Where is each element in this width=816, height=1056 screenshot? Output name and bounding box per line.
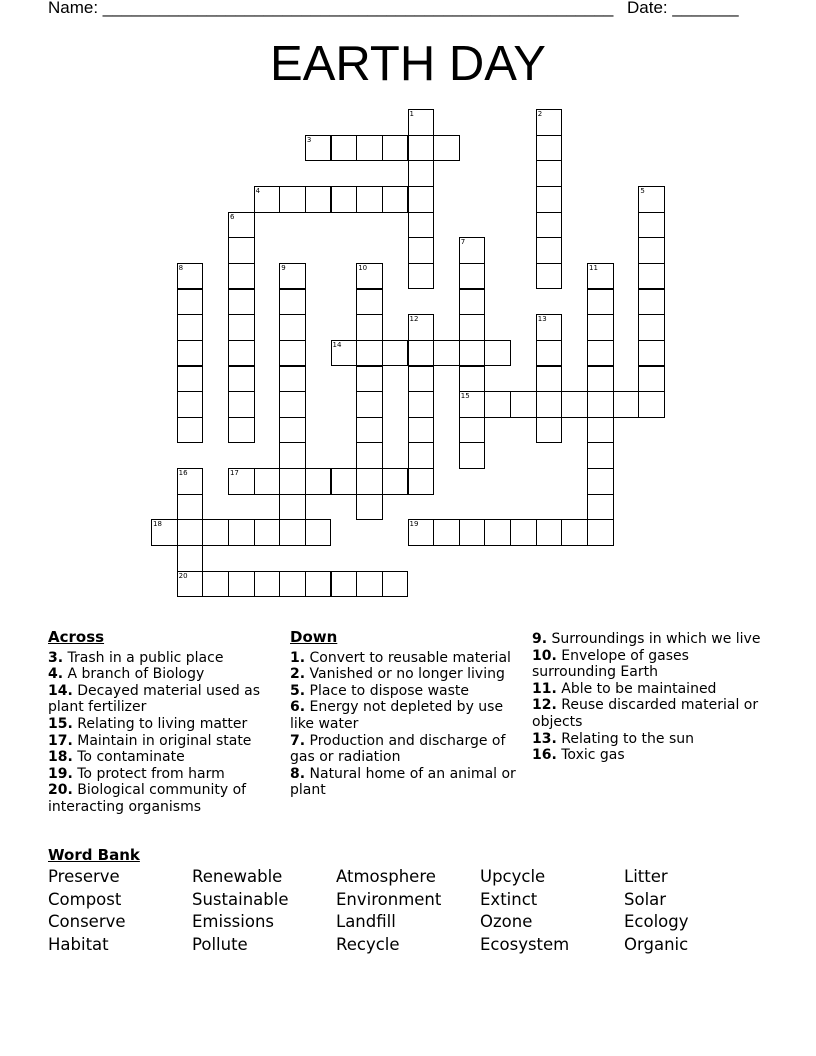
clue [290,666,516,683]
clue-number: 7 [460,238,466,247]
grid-cell[interactable] [536,366,563,393]
clue [290,766,516,799]
grid-cell[interactable] [177,519,204,546]
grid-cell[interactable] [279,340,306,367]
clue-number: 10 [358,263,368,272]
clue-number: 19 [409,520,419,529]
clue-text: Able to be maintained [556,680,717,697]
grid-cell[interactable] [356,314,383,341]
grid-cell[interactable] [382,340,409,367]
grid-cell[interactable] [408,417,435,444]
grid-cell[interactable] [536,263,563,290]
grid-cell[interactable] [510,391,537,418]
grid-cell[interactable] [408,186,435,213]
grid-cell[interactable] [177,340,204,367]
grid-cell[interactable] [408,212,435,239]
grid-cell[interactable] [638,366,665,393]
grid-cell[interactable] [228,468,255,495]
clue-number: 10. [532,647,557,664]
word-bank-item: Ecology [624,912,689,932]
grid-cell[interactable] [331,135,358,162]
grid-cell[interactable] [177,366,204,393]
down-clues [290,629,516,799]
clue-number: 11. [532,680,557,697]
clue-number: 15. [48,715,73,732]
word-bank-item: Renewable [192,867,283,886]
clue-number: 19. [48,765,73,782]
clue [48,749,278,766]
clue-text: Relating to the sun [556,730,695,747]
clue-number: 13 [537,315,547,324]
grid-cell[interactable] [638,263,665,290]
clue-number: 15 [460,392,470,401]
grid-cell[interactable] [587,468,614,495]
grid-cell[interactable] [279,494,306,521]
word-bank-item: Upcycle [480,867,546,886]
grid-cell[interactable] [254,186,281,213]
clue-number: 4. [48,666,64,683]
grid-cell[interactable] [356,263,383,290]
clue-number: 9. [532,631,548,647]
clue [48,733,278,750]
grid-cell[interactable] [408,366,435,393]
clue-number: 20 [178,571,188,580]
grid-cell[interactable] [408,237,435,264]
grid-cell[interactable] [638,340,665,367]
grid-cell[interactable] [408,442,435,469]
grid-cell[interactable] [561,391,588,418]
grid-cell[interactable] [279,417,306,444]
clue-text: Relating to living matter [72,715,248,732]
clue-number: 2 [537,110,543,118]
grid-cell[interactable] [561,519,588,546]
clue-number: 5. [290,682,306,699]
grid-cell[interactable] [587,417,614,444]
clue-text: Reuse discarded material or objects [532,697,759,730]
clue-number: 9 [281,263,286,272]
clue-text: Envelope of gases surrounding Earth [532,647,689,681]
grid-cell[interactable] [638,314,665,341]
grid-cell[interactable] [459,263,486,290]
grid-cell[interactable] [202,519,229,546]
clue-text: Maintain in original state [72,732,252,749]
grid-cell[interactable] [356,442,383,469]
grid-cell[interactable] [536,417,563,444]
clue-text: To protect from harm [72,765,225,782]
grid-cell[interactable] [254,571,281,598]
grid-cell[interactable] [254,468,281,495]
grid-cell[interactable] [382,468,409,495]
grid-cell[interactable] [638,391,665,418]
clue-number: 6. [290,699,306,716]
grid-cell[interactable] [382,186,409,213]
grid-cell[interactable] [356,417,383,444]
grid-cell[interactable] [587,442,614,469]
word-bank-item: Atmosphere [336,867,436,886]
clue [532,697,762,730]
grid-cell[interactable] [331,186,358,213]
clue-number: 4 [255,186,261,195]
grid-cell[interactable] [408,468,435,495]
grid-cell[interactable] [536,109,563,136]
grid-cell[interactable] [356,340,383,367]
grid-cell[interactable] [279,366,306,393]
clue [532,747,762,764]
grid-cell[interactable] [356,135,383,162]
word-bank-heading: Word Bank [48,846,140,864]
grid-cell[interactable] [305,519,332,546]
clue-number: 16 [178,469,188,478]
grid-cell[interactable] [459,417,486,444]
clue-number: 3 [306,135,312,144]
down-heading: Down [290,628,338,646]
clue-number: 14. [48,682,73,699]
grid-cell[interactable] [228,571,255,598]
clue [48,766,278,783]
grid-cell[interactable] [356,366,383,393]
grid-cell[interactable] [305,186,332,213]
clue-number: 13. [532,730,557,747]
clue-text: Trash in a public place [63,649,224,666]
grid-cell[interactable] [228,519,255,546]
grid-cell[interactable] [459,340,486,367]
grid-cell[interactable] [177,263,204,290]
grid-cell[interactable] [536,314,563,341]
name-field-label: Name: ______________________________________________________ [48,0,614,17]
grid-cell[interactable] [331,340,358,367]
grid-cell[interactable] [331,468,358,495]
grid-cell[interactable] [459,366,486,393]
grid-cell[interactable] [536,160,563,187]
grid-cell[interactable] [177,391,204,418]
clue [290,699,516,732]
grid-cell[interactable] [382,571,409,598]
grid-cell[interactable] [587,519,614,546]
grid-cell[interactable] [459,442,486,469]
grid-cell[interactable] [177,289,204,316]
grid-cell[interactable] [638,212,665,239]
grid-cell[interactable] [279,468,306,495]
grid-cell[interactable] [228,289,255,316]
grid-cell[interactable] [228,314,255,341]
word-bank-item: Compost [48,889,122,909]
clue-number: 17 [229,469,239,478]
grid-cell[interactable] [279,391,306,418]
grid-cell[interactable] [484,391,511,418]
grid-cell[interactable] [587,366,614,393]
clue-text: Vanished or no longer living [305,666,505,683]
page-title: EARTH DAY [270,37,546,91]
grid-cell[interactable] [331,571,358,598]
clue-number: 18. [48,749,73,766]
grid-cell[interactable] [408,314,435,341]
clue [290,650,516,667]
clue-text: Decayed material used as plant fertilizer [48,682,261,716]
clue-number: 7. [290,732,306,749]
word-bank-item: Habitat [48,935,109,955]
clue-number: 20. [48,782,73,799]
grid-cell[interactable] [254,519,281,546]
clue-text: Biological community of interacting organisms [48,782,247,815]
grid-cell[interactable] [484,519,511,546]
grid-cell[interactable] [279,571,306,598]
grid-cell[interactable] [587,289,614,316]
grid-cell[interactable] [202,571,229,598]
word-bank-item: Ozone [480,912,533,932]
grid-cell[interactable] [279,442,306,469]
across-heading: Across [48,628,105,646]
grid-cell[interactable] [587,391,614,418]
clue-number: 12. [532,697,557,714]
down-clues-continued [532,631,762,764]
grid-cell[interactable] [228,263,255,290]
clue [290,683,516,700]
grid-cell[interactable] [177,468,204,495]
grid-cell[interactable] [510,519,537,546]
word-bank-item: Landfill [336,912,396,932]
grid-cell[interactable] [408,263,435,290]
word-bank-item: Litter [624,867,668,886]
word-bank-item: Solar [624,889,667,909]
grid-cell[interactable] [408,109,435,136]
grid-cell[interactable] [305,468,332,495]
clue [48,683,278,716]
clue [48,782,278,815]
grid-cell[interactable] [356,468,383,495]
clue-number: 5 [640,186,645,195]
word-bank-item: Environment [336,889,442,909]
clue-number: 12 [409,315,419,324]
grid-cell[interactable] [228,417,255,444]
clue-number: 17. [48,732,73,749]
grid-cell[interactable] [356,186,383,213]
grid-cell[interactable] [536,237,563,264]
grid-cell[interactable] [536,391,563,418]
grid-cell[interactable] [536,212,563,239]
grid-cell[interactable] [459,391,486,418]
clue-number: 18 [153,520,162,529]
grid-cell[interactable] [459,289,486,316]
clue-text: Production and discharge of gas or radiation [290,732,506,766]
grid-cell[interactable] [408,391,435,418]
clue [290,733,516,766]
clue-text: To contaminate [72,749,185,766]
clue-text: Energy not depleted by use like water [290,699,504,732]
clue-number: 2. [290,666,306,683]
clue [532,648,762,681]
grid-cell[interactable] [177,417,204,444]
grid-cell[interactable] [433,135,460,162]
grid-cell[interactable] [305,571,332,598]
clue [48,650,278,667]
clue [48,666,278,683]
word-bank-item: Organic [624,935,689,955]
word-bank-item: Extinct [480,889,538,909]
clue [48,716,278,733]
grid-cell[interactable] [177,314,204,341]
clue-number: 11 [589,263,598,272]
grid-cell[interactable] [382,135,409,162]
grid-cell[interactable] [408,340,435,367]
clue-number: 8 [178,263,184,272]
clue-number: 3. [48,649,64,666]
grid-cell[interactable] [279,263,306,290]
grid-cell[interactable] [587,494,614,521]
clue-number: 1. [290,649,306,666]
grid-cell[interactable] [177,494,204,521]
grid-cell[interactable] [356,289,383,316]
grid-cell[interactable] [638,289,665,316]
grid-cell[interactable] [228,391,255,418]
clue-text: Natural home of an animal or plant [290,765,516,799]
clue-number: 8. [290,765,306,782]
clue-text: Surroundings in which we live [547,631,761,647]
grid-cell[interactable] [433,519,460,546]
grid-cell[interactable] [356,494,383,521]
word-bank-item: Ecosystem [480,935,570,955]
grid-cell[interactable] [536,186,563,213]
grid-cell[interactable] [305,135,332,162]
grid-cell[interactable] [408,160,435,187]
grid-cell[interactable] [228,340,255,367]
grid-cell[interactable] [587,314,614,341]
grid-cell[interactable] [228,212,255,239]
word-bank-item: Pollute [192,935,248,955]
grid-cell[interactable] [408,519,435,546]
clue-text: A branch of Biology [63,666,205,683]
grid-cell[interactable] [587,263,614,290]
grid-cell[interactable] [279,519,306,546]
clue [532,631,762,648]
grid-cell[interactable] [279,186,306,213]
grid-cell[interactable] [408,135,435,162]
grid-cell[interactable] [433,340,460,367]
grid-cell[interactable] [459,314,486,341]
word-bank-item: Sustainable [192,889,289,909]
grid-cell[interactable] [459,237,486,264]
clue-text: Convert to reusable material [305,649,511,666]
grid-cell[interactable] [459,519,486,546]
grid-cell[interactable] [484,340,511,367]
clue [532,731,762,748]
clue-number: 1 [409,110,414,118]
clue-text: Place to dispose waste [305,682,469,699]
grid-cell[interactable] [177,545,204,572]
word-bank-item: Conserve [48,912,126,932]
grid-cell[interactable] [638,186,665,213]
grid-cell[interactable] [177,571,204,598]
grid-cell[interactable] [536,340,563,367]
grid-cell[interactable] [279,314,306,341]
grid-cell[interactable] [536,135,563,162]
grid-cell[interactable] [228,366,255,393]
grid-cell[interactable] [228,237,255,264]
word-bank-item: Recycle [336,935,400,955]
grid-cell[interactable] [536,519,563,546]
grid-cell[interactable] [356,391,383,418]
word-bank-item: Emissions [192,912,275,932]
clue-number: 6 [229,212,235,221]
date-field-label: Date: _______ [627,0,739,17]
grid-cell[interactable] [151,519,178,546]
clue-number: 16. [532,747,557,764]
across-clues [48,629,278,816]
grid-cell[interactable] [613,391,640,418]
grid-cell[interactable] [279,289,306,316]
grid-cell[interactable] [356,571,383,598]
clue [532,681,762,698]
clue-number: 14 [332,340,342,349]
grid-cell[interactable] [587,340,614,367]
word-bank-item: Preserve [48,867,120,886]
clue-text: Toxic gas [556,747,625,764]
grid-cell[interactable] [638,237,665,264]
